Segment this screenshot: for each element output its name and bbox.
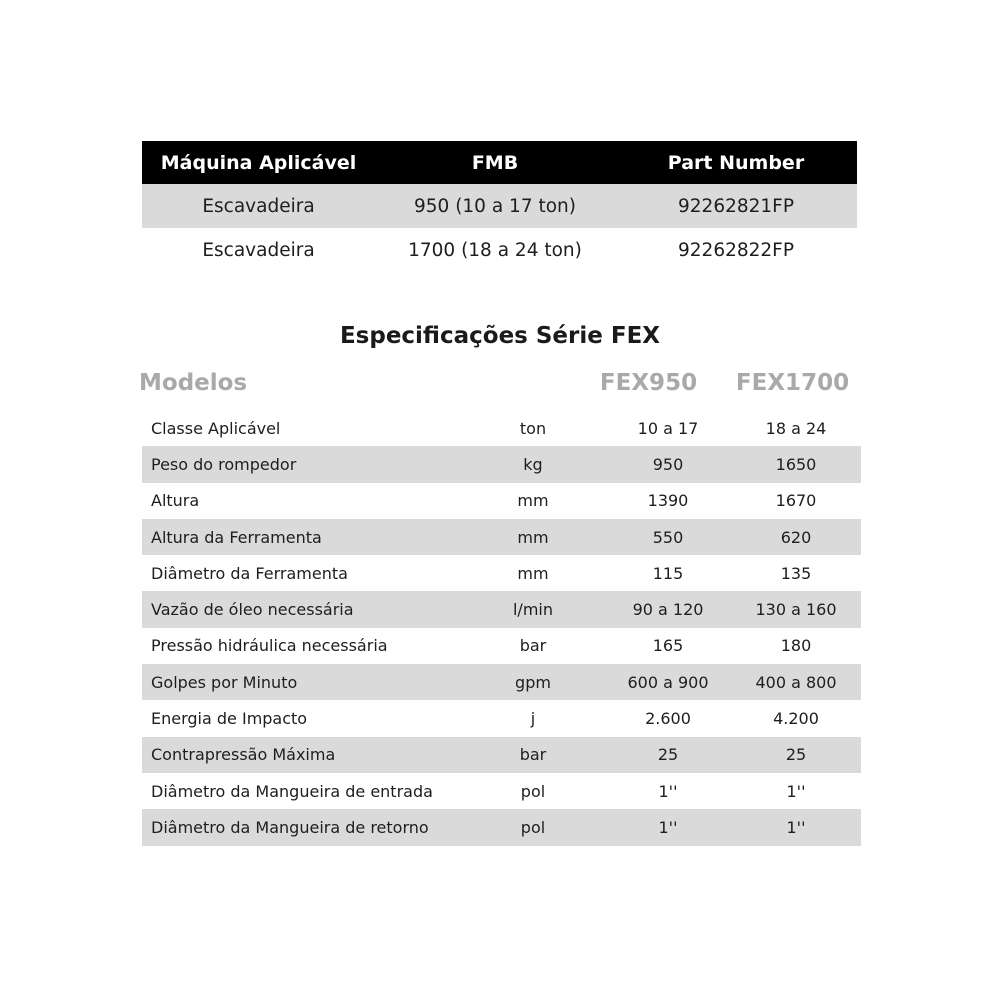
spec-value-fex950: 90 a 120 [605, 591, 731, 627]
spec-value-fex1700: 620 [731, 519, 861, 555]
spec-row [142, 664, 861, 700]
spec-value-fex1700: 1650 [731, 446, 861, 482]
spec-param: Contrapressão Máxima [142, 737, 461, 773]
spec-param: Diâmetro da Ferramenta [142, 555, 461, 591]
spec-value-fex950: 165 [605, 628, 731, 664]
spec-unit: bar [461, 628, 605, 664]
header-maquina-aplicavel: Máquina Aplicável [142, 141, 375, 184]
cell-maquina: Escavadeira [142, 184, 375, 228]
cell-fmb: 950 (10 a 17 ton) [375, 184, 615, 228]
spec-value-fex950: 550 [605, 519, 731, 555]
spec-row [142, 628, 861, 664]
spec-row [142, 773, 861, 809]
spec-unit: gpm [461, 664, 605, 700]
spec-value-fex950: 950 [605, 446, 731, 482]
spec-param: Peso do rompedor [142, 446, 461, 482]
spec-value-fex1700: 25 [731, 737, 861, 773]
spec-value-fex1700: 135 [731, 555, 861, 591]
header-part-number: Part Number [615, 141, 857, 184]
spec-value-fex950: 1390 [605, 483, 731, 519]
spec-row [142, 555, 861, 591]
spec-param: Diâmetro da Mangueira de entrada [142, 773, 461, 809]
spec-value-fex1700: 1'' [731, 809, 861, 845]
spec-row [142, 410, 861, 446]
spec-value-fex1700: 4.200 [731, 700, 861, 736]
model-header-fex950: FEX950 [599, 370, 698, 396]
spec-param: Altura [142, 483, 461, 519]
spec-param: Classe Aplicável [142, 410, 461, 446]
spec-row [142, 737, 861, 773]
spec-row [142, 446, 861, 482]
models-label: Modelos [139, 370, 248, 396]
spec-value-fex950: 1'' [605, 773, 731, 809]
spec-value-fex1700: 180 [731, 628, 861, 664]
spec-unit: ton [461, 410, 605, 446]
cell-fmb: 1700 (18 a 24 ton) [375, 228, 615, 272]
spec-value-fex950: 10 a 17 [605, 410, 731, 446]
spec-row [142, 591, 861, 627]
model-header-fex1700: FEX1700 [735, 370, 850, 396]
spec-param: Vazão de óleo necessária [142, 591, 461, 627]
spec-table [142, 410, 861, 846]
application-table-header [142, 141, 857, 184]
spec-value-fex1700: 1'' [731, 773, 861, 809]
spec-unit: pol [461, 809, 605, 845]
spec-section-title: Especificações Série FEX [339, 323, 661, 349]
header-fmb: FMB [375, 141, 615, 184]
spec-unit: mm [461, 555, 605, 591]
spec-param: Pressão hidráulica necessária [142, 628, 461, 664]
spec-unit: l/min [461, 591, 605, 627]
spec-param: Altura da Ferramenta [142, 519, 461, 555]
spec-unit: pol [461, 773, 605, 809]
spec-value-fex1700: 130 a 160 [731, 591, 861, 627]
cell-part-number: 92262822FP [615, 228, 857, 272]
spec-unit: bar [461, 737, 605, 773]
table-row [142, 184, 857, 228]
spec-value-fex950: 2.600 [605, 700, 731, 736]
spec-unit: j [461, 700, 605, 736]
spec-unit: mm [461, 483, 605, 519]
spec-value-fex1700: 1670 [731, 483, 861, 519]
spec-unit: kg [461, 446, 605, 482]
spec-value-fex1700: 400 a 800 [731, 664, 861, 700]
spec-value-fex950: 25 [605, 737, 731, 773]
spec-row [142, 483, 861, 519]
spec-param: Energia de Impacto [142, 700, 461, 736]
spec-value-fex950: 115 [605, 555, 731, 591]
spec-row [142, 809, 861, 845]
spec-unit: mm [461, 519, 605, 555]
spec-param: Diâmetro da Mangueira de retorno [142, 809, 461, 845]
cell-part-number: 92262821FP [615, 184, 857, 228]
spec-row [142, 519, 861, 555]
table-row [142, 228, 857, 272]
spec-value-fex1700: 18 a 24 [731, 410, 861, 446]
spec-value-fex950: 1'' [605, 809, 731, 845]
spec-value-fex950: 600 a 900 [605, 664, 731, 700]
application-table [142, 141, 857, 272]
spec-row [142, 700, 861, 736]
spec-param: Golpes por Minuto [142, 664, 461, 700]
cell-maquina: Escavadeira [142, 228, 375, 272]
